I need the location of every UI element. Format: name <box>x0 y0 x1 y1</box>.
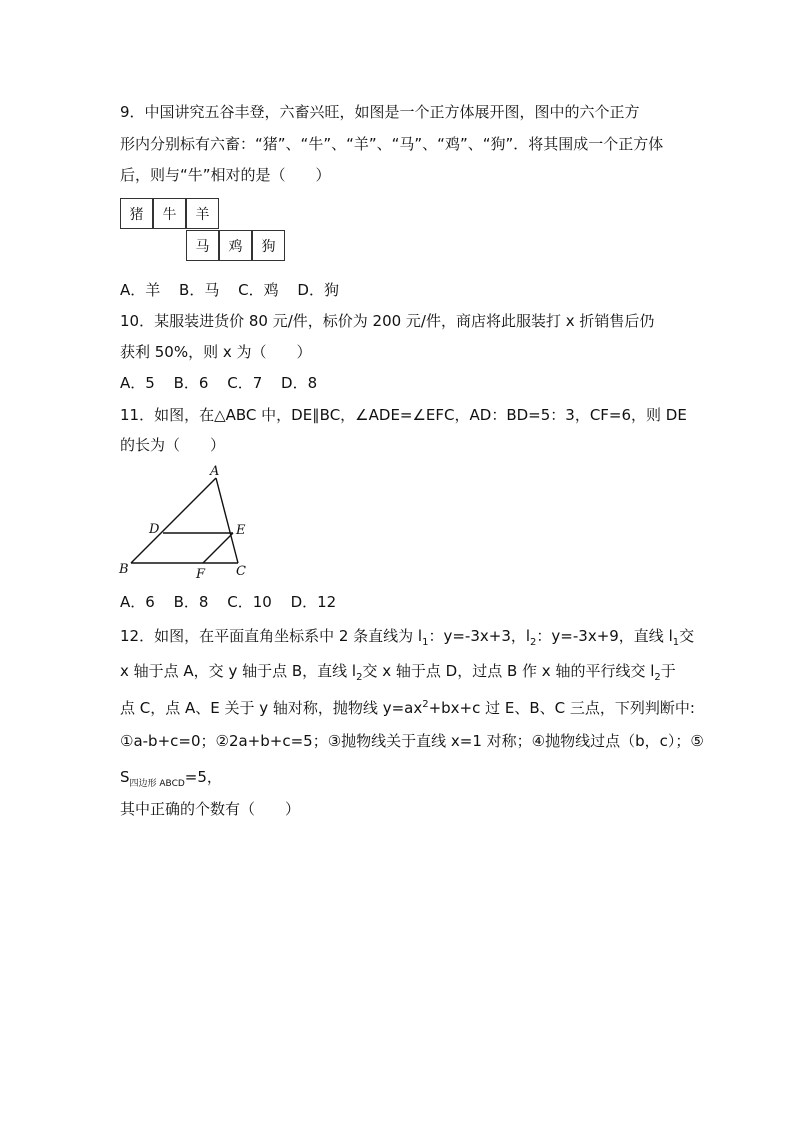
q11-option-d: D．12 <box>290 593 337 611</box>
label-c: C <box>236 564 246 579</box>
q10-option-d: D．8 <box>281 374 318 392</box>
q11-line-2: 的长为（ ） <box>120 436 226 454</box>
q11-option-a: A．6 <box>120 593 155 611</box>
q10-option-c: C．7 <box>227 374 263 392</box>
q10-option-b: B．6 <box>173 374 209 392</box>
q9-option-d: D．狗 <box>297 281 339 299</box>
q9-line-3: 后，则与“牛”相对的是（ ） <box>120 166 331 184</box>
net-cell-ox: 牛 <box>153 198 186 229</box>
q9-options <box>120 280 353 300</box>
q9-option-b: B．马 <box>179 281 220 299</box>
q12-line-5: $S_{四边形 ABCD}=5$， <box>120 768 222 789</box>
q11-options <box>120 592 350 612</box>
net-cell-sheep: 羊 <box>186 198 219 229</box>
q12-line-2: x 轴于点 A，交 y 轴于点 B，直线 $l_2$交 x 轴于点 D，过点 B 作 x 轴的平行线交 $l_2$于 <box>120 662 676 683</box>
q11-line-1: 11．如图，在△ABC 中，DE∥BC，∠ADE=∠EFC，AD：BD=5：3，CF=6，则 DE <box>120 406 687 424</box>
q12-line-4: ①a-b+c=0；②2a+b+c=5；③抛物线关于直线 x=1 对称；④抛物线过点（b，c）；⑤ <box>120 732 704 750</box>
q9-option-a: A．羊 <box>120 281 161 299</box>
side-ac <box>216 478 238 563</box>
q11-option-b: B．8 <box>173 593 209 611</box>
q9-line-2: 形内分别标有六畜：“猪”、“牛”、“羊”、“马”、“鸡”、“狗”．将其围成一个正方体 <box>120 135 664 153</box>
q12-line-6: 其中正确的个数有（ ） <box>120 800 301 818</box>
label-b: B <box>119 562 129 577</box>
net-cell-dog: 狗 <box>252 230 285 261</box>
net-cell-horse: 马 <box>186 230 219 261</box>
label-e: E <box>236 523 246 538</box>
q12-line-3: 点 C，点 A、E 关于 y 轴对称，抛物线 $y=ax^2+bx+c$ 过 E、B、C 三点，下列判断中: <box>120 699 695 717</box>
q9-line-1: 9．中国讲究五谷丰登，六畜兴旺，如图是一个正方体展开图，图中的六个正方 <box>120 103 640 121</box>
q10-option-a: A．5 <box>120 374 155 392</box>
q9-option-c: C．鸡 <box>238 281 279 299</box>
q10-line-1: 10．某服装进货价 80 元/件，标价为 200 元/件，商店将此服装打 x 折销售后仍 <box>120 312 655 330</box>
q10-line-2: 获利 50%，则 x 为（ ） <box>120 343 312 361</box>
net-cell-chicken: 鸡 <box>219 230 252 261</box>
label-a: A <box>210 464 220 479</box>
q11-option-c: C．10 <box>227 593 272 611</box>
triangle-figure <box>115 462 265 587</box>
label-d: D <box>149 522 160 537</box>
label-f: F <box>196 567 206 582</box>
q12-line-1: 12．如图，在平面直角坐标系中 2 条直线为 $l_1$：y=-3x+3，$l_2$：y=-3x+9，直线 $l_1$交 <box>120 627 695 648</box>
q10-options <box>120 373 331 393</box>
side-ab <box>131 478 216 563</box>
segment-ef <box>203 533 233 563</box>
net-cell-pig: 猪 <box>120 198 153 229</box>
